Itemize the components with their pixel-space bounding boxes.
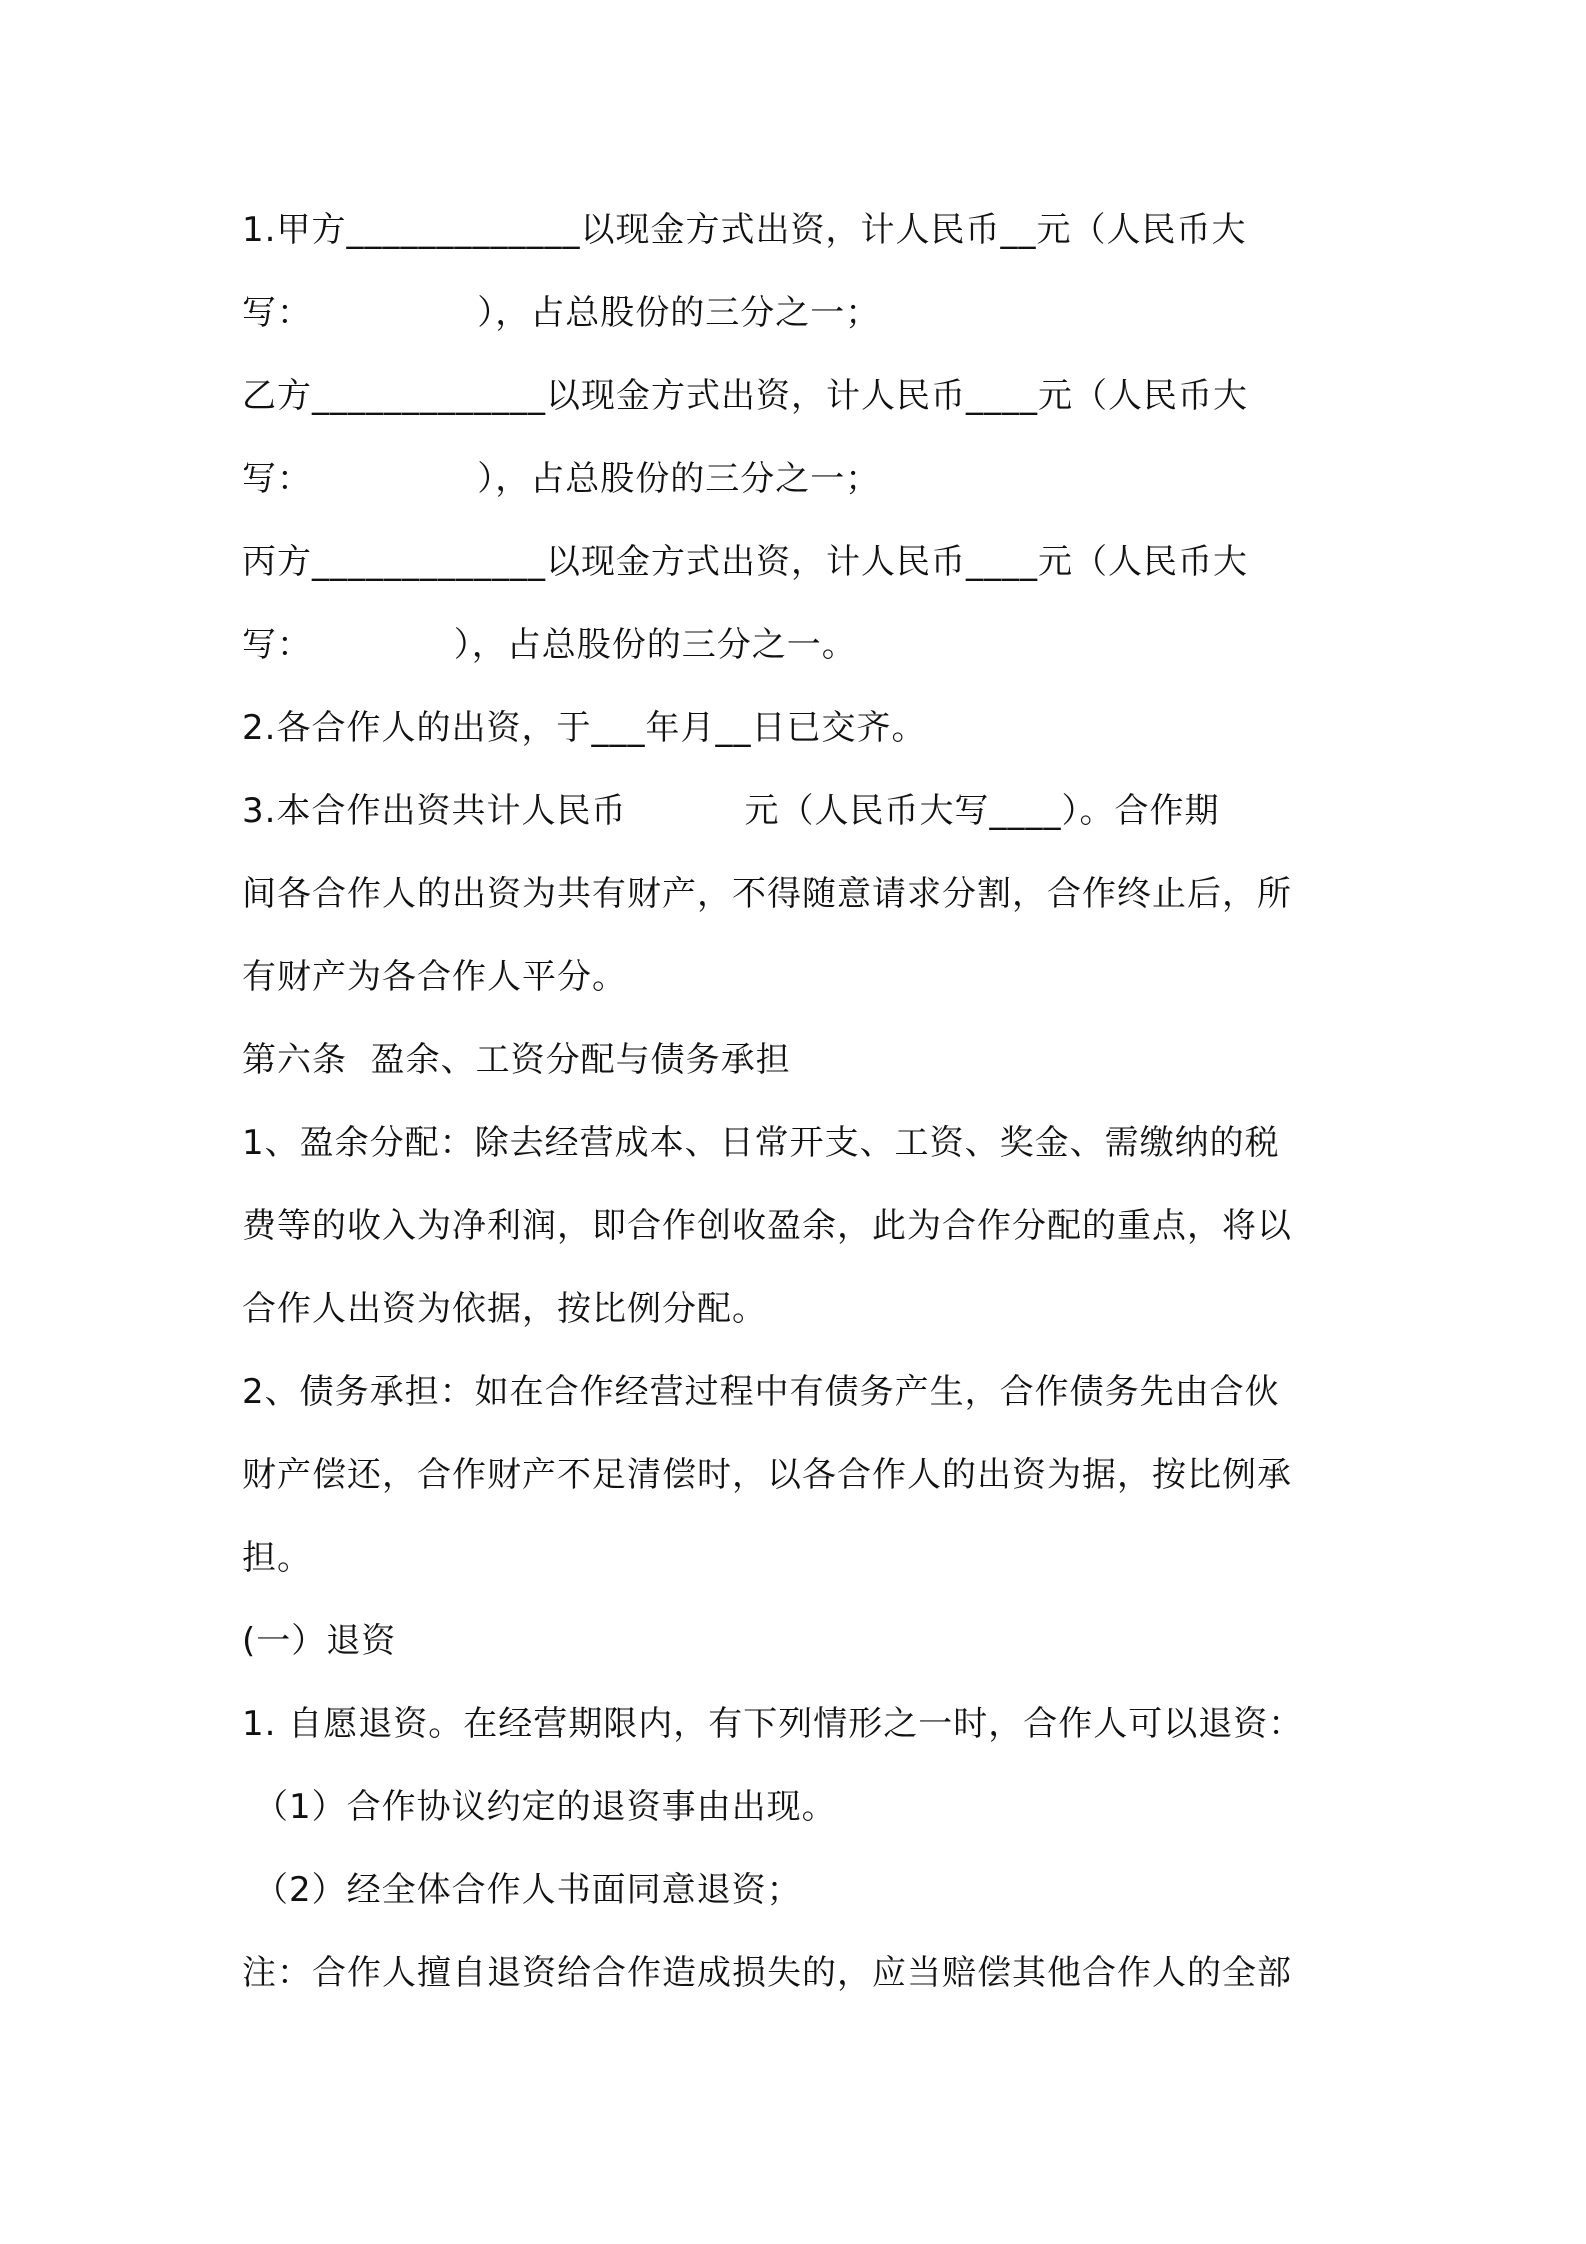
text-line: 写： ），占总股份的三分之一； (242, 459, 881, 499)
text-line: 注：合作人擅自退资给合作造成损失的，应当赔偿其他合作人的全部 (242, 1953, 1292, 1993)
text-line: 合作人出资为依据，按比例分配。 (242, 1289, 767, 1329)
section-heading: 第六条 盈余、工资分配与债务承担 (242, 1040, 791, 1080)
text-line: 有财产为各合作人平分。 (242, 957, 627, 997)
text-line: 写： ），占总股份的三分之一。 (242, 625, 857, 665)
text-line: 费等的收入为净利润，即合作创收盈余，此为合作分配的重点，将以 (242, 1206, 1292, 1246)
text-line: 间各合作人的出资为共有财产，不得随意请求分割，合作终止后，所 (242, 874, 1292, 914)
text-line: 2.各合作人的出资，于___年月__日已交齐。 (242, 708, 927, 748)
text-line: 1.甲方_____________以现金方式出资，计人民币__元（人民币大 (242, 210, 1247, 250)
text-line: 乙方_____________以现金方式出资，计人民币____元（人民币大 (242, 376, 1248, 416)
subsection-heading: (一）退资 (242, 1621, 397, 1661)
text-line: 担。 (242, 1538, 312, 1578)
list-item: （2）经全体合作人书面同意退资； (254, 1870, 802, 1910)
text-line: 丙方_____________以现金方式出资，计人民币____元（人民币大 (242, 542, 1248, 582)
text-line: 2、债务承担：如在合作经营过程中有债务产生，合作债务先由合伙 (242, 1372, 1280, 1412)
text-line: 1. 自愿退资。在经营期限内，有下列情形之一时，合作人可以退资： (242, 1704, 1304, 1744)
text-line: 1、盈余分配：除去经营成本、日常开支、工资、奖金、需缴纳的税 (242, 1123, 1280, 1163)
text-line: 3.本合作出资共计人民币 元（人民币大写____）。合作期 (242, 791, 1220, 831)
list-item: （1）合作协议约定的退资事由出现。 (254, 1787, 837, 1827)
text-line: 财产偿还，合作财产不足清偿时，以各合作人的出资为据，按比例承 (242, 1455, 1292, 1495)
text-line: 写： ），占总股份的三分之一； (242, 293, 881, 333)
